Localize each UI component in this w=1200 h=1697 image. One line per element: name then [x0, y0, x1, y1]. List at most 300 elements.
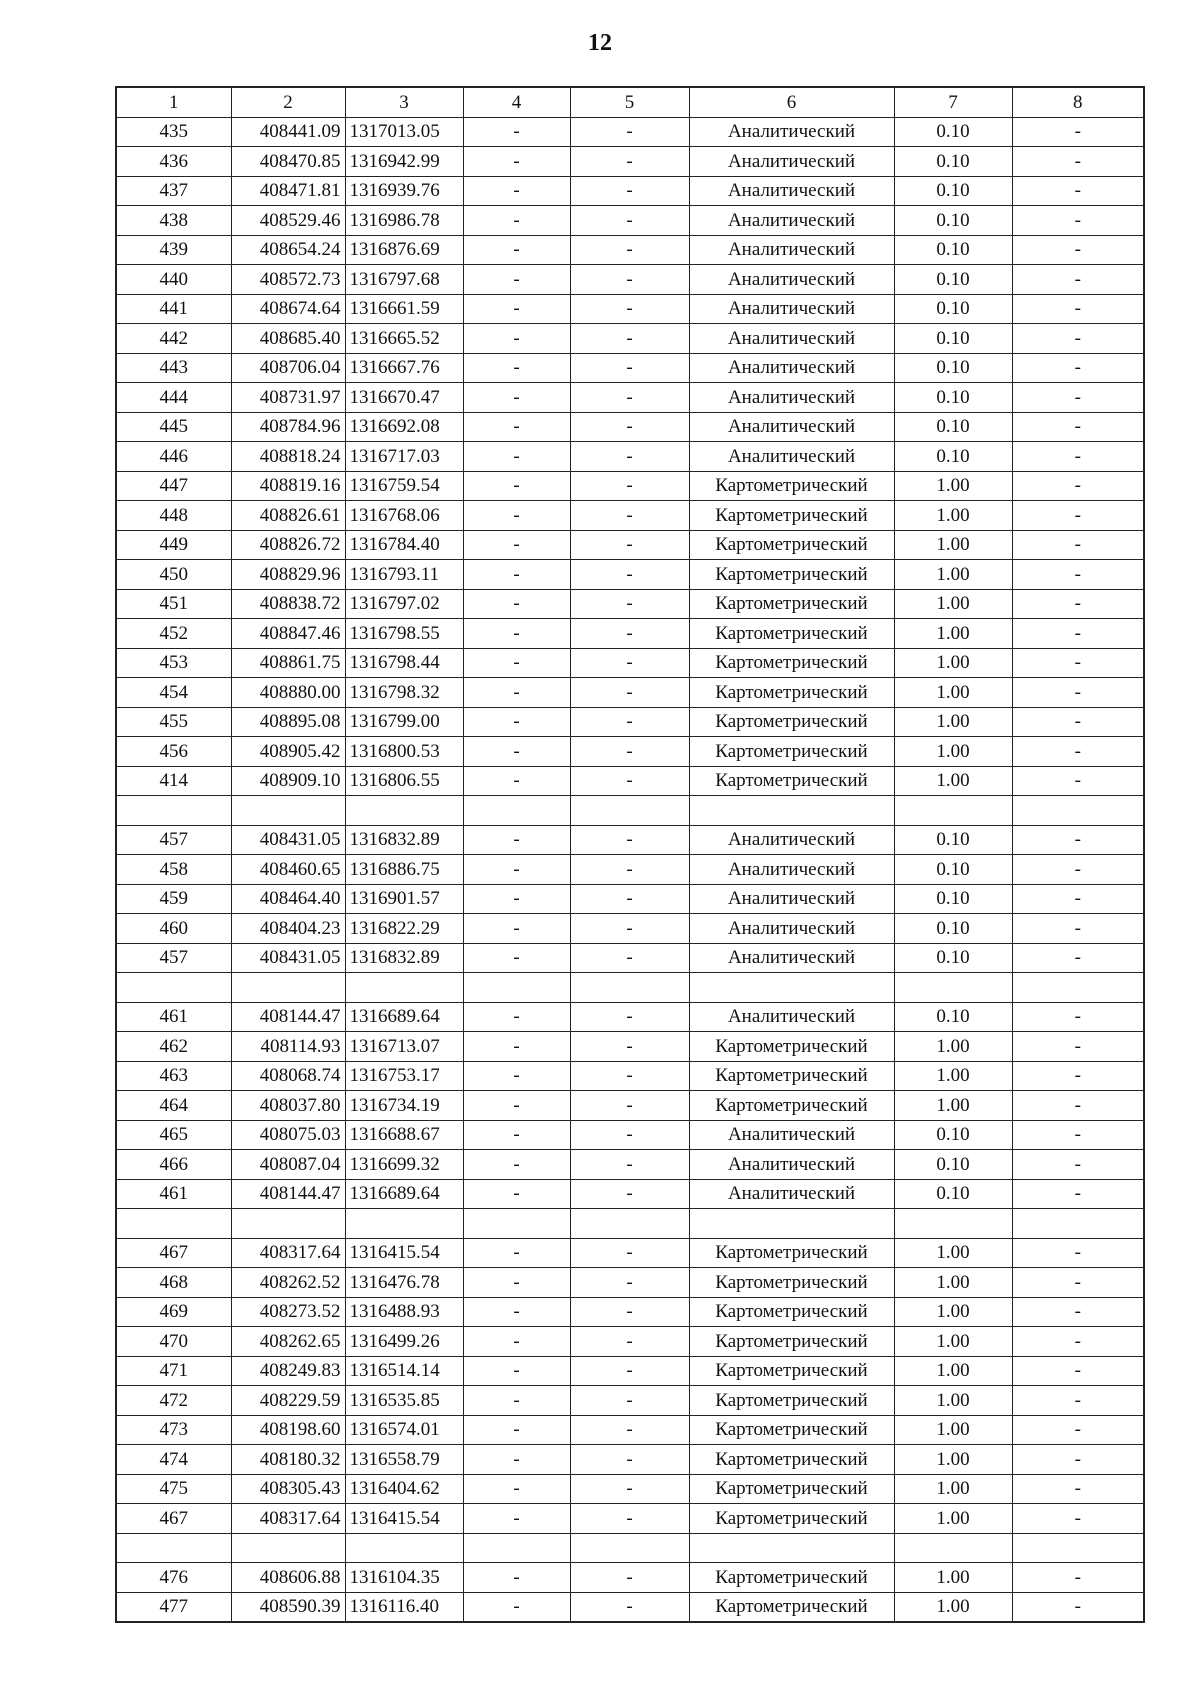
accuracy-cell: 1.00 — [894, 1445, 1012, 1475]
x-coordinate-cell: 408590.39 — [231, 1592, 345, 1622]
x-coordinate-cell: 408654.24 — [231, 235, 345, 265]
col-4-value-cell: - — [463, 678, 570, 708]
accuracy-cell: 0.10 — [894, 884, 1012, 914]
method-cell: Картометрический — [689, 1268, 894, 1298]
y-coordinate-cell: 1316514.14 — [345, 1356, 463, 1386]
table-row — [116, 412, 1144, 442]
col-5-value-cell: - — [570, 530, 689, 560]
col-5-value-cell: - — [570, 471, 689, 501]
accuracy-cell: 0.10 — [894, 147, 1012, 177]
col-5-value-cell: - — [570, 117, 689, 147]
col-5-value-cell: - — [570, 1297, 689, 1327]
accuracy-cell: 0.10 — [894, 235, 1012, 265]
y-coordinate-cell: 1316832.89 — [345, 825, 463, 855]
col-5-value-cell: - — [570, 1445, 689, 1475]
col-5-value-cell: - — [570, 855, 689, 885]
method-cell: Аналитический — [689, 324, 894, 354]
point-number-cell: 469 — [116, 1297, 231, 1327]
table-row — [116, 678, 1144, 708]
method-cell: Аналитический — [689, 1002, 894, 1032]
col-8-value-cell: - — [1012, 1002, 1144, 1032]
y-coordinate-cell: 1316713.07 — [345, 1032, 463, 1062]
x-coordinate-cell: 408819.16 — [231, 471, 345, 501]
y-coordinate-cell: 1316665.52 — [345, 324, 463, 354]
col-4-value-cell — [463, 1533, 570, 1563]
col-5-value-cell: - — [570, 294, 689, 324]
col-4-value-cell — [463, 1209, 570, 1239]
point-number-cell: 453 — [116, 648, 231, 678]
x-coordinate-cell: 408706.04 — [231, 353, 345, 383]
col-5-value-cell: - — [570, 1415, 689, 1445]
column-header-2: 2 — [231, 87, 345, 117]
col-5-value-cell: - — [570, 1563, 689, 1593]
y-coordinate-cell: 1316717.03 — [345, 442, 463, 472]
accuracy-cell: 1.00 — [894, 1563, 1012, 1593]
method-cell — [689, 796, 894, 826]
col-4-value-cell: - — [463, 1356, 570, 1386]
table-row — [116, 265, 1144, 295]
y-coordinate-cell: 1316832.89 — [345, 943, 463, 973]
method-cell: Картометрический — [689, 648, 894, 678]
col-4-value-cell: - — [463, 619, 570, 649]
point-number-cell: 448 — [116, 501, 231, 531]
accuracy-cell: 1.00 — [894, 619, 1012, 649]
y-coordinate-cell: 1316104.35 — [345, 1563, 463, 1593]
accuracy-cell: 0.10 — [894, 324, 1012, 354]
col-8-value-cell — [1012, 1533, 1144, 1563]
col-4-value-cell: - — [463, 412, 570, 442]
point-number-cell: 446 — [116, 442, 231, 472]
method-cell: Аналитический — [689, 442, 894, 472]
y-coordinate-cell: 1316689.64 — [345, 1002, 463, 1032]
accuracy-cell: 0.10 — [894, 1179, 1012, 1209]
y-coordinate-cell: 1316476.78 — [345, 1268, 463, 1298]
y-coordinate-cell — [345, 1533, 463, 1563]
method-cell: Картометрический — [689, 589, 894, 619]
accuracy-cell — [894, 796, 1012, 826]
table-row — [116, 501, 1144, 531]
point-number-cell: 457 — [116, 943, 231, 973]
table-row — [116, 943, 1144, 973]
x-coordinate-cell: 408838.72 — [231, 589, 345, 619]
col-4-value-cell: - — [463, 825, 570, 855]
y-coordinate-cell: 1316404.62 — [345, 1474, 463, 1504]
col-5-value-cell: - — [570, 1268, 689, 1298]
col-4-value-cell: - — [463, 766, 570, 796]
accuracy-cell: 0.10 — [894, 1002, 1012, 1032]
y-coordinate-cell: 1316797.02 — [345, 589, 463, 619]
point-number-cell — [116, 796, 231, 826]
accuracy-cell: 0.10 — [894, 943, 1012, 973]
method-cell: Картометрический — [689, 1592, 894, 1622]
x-coordinate-cell: 408229.59 — [231, 1386, 345, 1416]
table-row — [116, 442, 1144, 472]
col-5-value-cell: - — [570, 147, 689, 177]
x-coordinate-cell: 408273.52 — [231, 1297, 345, 1327]
accuracy-cell: 0.10 — [894, 1150, 1012, 1180]
col-8-value-cell: - — [1012, 1268, 1144, 1298]
point-number-cell: 471 — [116, 1356, 231, 1386]
col-8-value-cell: - — [1012, 1091, 1144, 1121]
y-coordinate-cell: 1316535.85 — [345, 1386, 463, 1416]
table-row — [116, 1179, 1144, 1209]
x-coordinate-cell: 408305.43 — [231, 1474, 345, 1504]
method-cell: Картометрический — [689, 737, 894, 767]
table-row — [116, 294, 1144, 324]
accuracy-cell: 1.00 — [894, 501, 1012, 531]
method-cell: Картометрический — [689, 471, 894, 501]
accuracy-cell: 1.00 — [894, 1032, 1012, 1062]
column-header-6: 6 — [689, 87, 894, 117]
method-cell: Аналитический — [689, 943, 894, 973]
method-cell: Картометрический — [689, 766, 894, 796]
x-coordinate-cell: 408826.61 — [231, 501, 345, 531]
y-coordinate-cell: 1316734.19 — [345, 1091, 463, 1121]
point-number-cell: 437 — [116, 176, 231, 206]
col-8-value-cell: - — [1012, 1445, 1144, 1475]
point-number-cell — [116, 1533, 231, 1563]
column-header-4: 4 — [463, 87, 570, 117]
method-cell: Картометрический — [689, 1445, 894, 1475]
method-cell: Аналитический — [689, 147, 894, 177]
y-coordinate-cell: 1316798.44 — [345, 648, 463, 678]
accuracy-cell: 1.00 — [894, 471, 1012, 501]
method-cell: Аналитический — [689, 1150, 894, 1180]
x-coordinate-cell: 408847.46 — [231, 619, 345, 649]
separator-row — [116, 1533, 1144, 1563]
accuracy-cell: 0.10 — [894, 383, 1012, 413]
col-5-value-cell — [570, 796, 689, 826]
accuracy-cell: 1.00 — [894, 648, 1012, 678]
col-5-value-cell: - — [570, 1120, 689, 1150]
col-4-value-cell: - — [463, 1445, 570, 1475]
y-coordinate-cell: 1316800.53 — [345, 737, 463, 767]
y-coordinate-cell: 1316942.99 — [345, 147, 463, 177]
y-coordinate-cell: 1316670.47 — [345, 383, 463, 413]
point-number-cell: 468 — [116, 1268, 231, 1298]
separator-row — [116, 1209, 1144, 1239]
col-4-value-cell: - — [463, 648, 570, 678]
x-coordinate-cell: 408674.64 — [231, 294, 345, 324]
y-coordinate-cell: 1316793.11 — [345, 560, 463, 590]
coordinates-table — [115, 86, 1145, 1623]
col-8-value-cell: - — [1012, 1563, 1144, 1593]
col-4-value-cell: - — [463, 1150, 570, 1180]
point-number-cell: 451 — [116, 589, 231, 619]
col-4-value-cell: - — [463, 1120, 570, 1150]
header-row — [116, 87, 1144, 117]
accuracy-cell: 0.10 — [894, 265, 1012, 295]
table-body — [116, 117, 1144, 1622]
col-8-value-cell: - — [1012, 884, 1144, 914]
col-5-value-cell: - — [570, 1032, 689, 1062]
point-number-cell — [116, 1209, 231, 1239]
col-5-value-cell: - — [570, 1504, 689, 1534]
x-coordinate-cell: 408861.75 — [231, 648, 345, 678]
table-row — [116, 117, 1144, 147]
col-5-value-cell: - — [570, 560, 689, 590]
col-8-value-cell: - — [1012, 1386, 1144, 1416]
col-8-value-cell — [1012, 973, 1144, 1003]
x-coordinate-cell: 408144.47 — [231, 1179, 345, 1209]
col-5-value-cell: - — [570, 442, 689, 472]
col-4-value-cell: - — [463, 117, 570, 147]
col-4-value-cell: - — [463, 855, 570, 885]
point-number-cell: 443 — [116, 353, 231, 383]
x-coordinate-cell: 408880.00 — [231, 678, 345, 708]
col-8-value-cell: - — [1012, 825, 1144, 855]
method-cell: Картометрический — [689, 560, 894, 590]
table-row — [116, 1474, 1144, 1504]
col-8-value-cell: - — [1012, 707, 1144, 737]
col-8-value-cell: - — [1012, 943, 1144, 973]
col-8-value-cell: - — [1012, 176, 1144, 206]
point-number-cell: 450 — [116, 560, 231, 590]
point-number-cell: 454 — [116, 678, 231, 708]
table-row — [116, 147, 1144, 177]
accuracy-cell: 1.00 — [894, 560, 1012, 590]
col-8-value-cell: - — [1012, 1238, 1144, 1268]
point-number-cell: 444 — [116, 383, 231, 413]
accuracy-cell: 1.00 — [894, 707, 1012, 737]
table-row — [116, 1268, 1144, 1298]
col-8-value-cell: - — [1012, 353, 1144, 383]
col-4-value-cell: - — [463, 1297, 570, 1327]
method-cell: Аналитический — [689, 294, 894, 324]
table-row — [116, 914, 1144, 944]
accuracy-cell: 0.10 — [894, 176, 1012, 206]
col-8-value-cell: - — [1012, 914, 1144, 944]
col-8-value-cell: - — [1012, 855, 1144, 885]
method-cell: Аналитический — [689, 855, 894, 885]
accuracy-cell: 1.00 — [894, 678, 1012, 708]
x-coordinate-cell: 408529.46 — [231, 206, 345, 236]
x-coordinate-cell: 408731.97 — [231, 383, 345, 413]
col-4-value-cell: - — [463, 1386, 570, 1416]
x-coordinate-cell: 408909.10 — [231, 766, 345, 796]
separator-row — [116, 796, 1144, 826]
col-4-value-cell: - — [463, 501, 570, 531]
table-row — [116, 1327, 1144, 1357]
x-coordinate-cell: 408249.83 — [231, 1356, 345, 1386]
col-8-value-cell: - — [1012, 1032, 1144, 1062]
col-5-value-cell: - — [570, 265, 689, 295]
col-4-value-cell: - — [463, 1179, 570, 1209]
method-cell: Картометрический — [689, 1386, 894, 1416]
accuracy-cell: 0.10 — [894, 294, 1012, 324]
x-coordinate-cell: 408068.74 — [231, 1061, 345, 1091]
y-coordinate-cell: 1316689.64 — [345, 1179, 463, 1209]
page-number: 12 — [588, 30, 612, 56]
point-number-cell: 473 — [116, 1415, 231, 1445]
col-5-value-cell — [570, 973, 689, 1003]
method-cell — [689, 1533, 894, 1563]
point-number-cell: 458 — [116, 855, 231, 885]
column-header-3: 3 — [345, 87, 463, 117]
col-4-value-cell: - — [463, 206, 570, 236]
table-row — [116, 560, 1144, 590]
col-5-value-cell: - — [570, 412, 689, 442]
accuracy-cell: 1.00 — [894, 1091, 1012, 1121]
col-5-value-cell: - — [570, 235, 689, 265]
col-5-value-cell: - — [570, 1061, 689, 1091]
table-row — [116, 1386, 1144, 1416]
point-number-cell: 440 — [116, 265, 231, 295]
table-row — [116, 324, 1144, 354]
method-cell: Аналитический — [689, 884, 894, 914]
column-header-8: 8 — [1012, 87, 1144, 117]
col-8-value-cell: - — [1012, 619, 1144, 649]
y-coordinate-cell: 1316759.54 — [345, 471, 463, 501]
table-row — [116, 1032, 1144, 1062]
point-number-cell: 462 — [116, 1032, 231, 1062]
y-coordinate-cell: 1316415.54 — [345, 1238, 463, 1268]
col-5-value-cell: - — [570, 619, 689, 649]
x-coordinate-cell — [231, 796, 345, 826]
col-4-value-cell: - — [463, 914, 570, 944]
col-4-value-cell: - — [463, 884, 570, 914]
x-coordinate-cell: 408114.93 — [231, 1032, 345, 1062]
col-8-value-cell: - — [1012, 1415, 1144, 1445]
col-4-value-cell: - — [463, 294, 570, 324]
col-5-value-cell: - — [570, 383, 689, 413]
col-8-value-cell: - — [1012, 1504, 1144, 1534]
y-coordinate-cell — [345, 796, 463, 826]
table-row — [116, 1504, 1144, 1534]
y-coordinate-cell: 1316798.55 — [345, 619, 463, 649]
table-row — [116, 589, 1144, 619]
col-4-value-cell: - — [463, 147, 570, 177]
col-8-value-cell: - — [1012, 206, 1144, 236]
col-8-value-cell: - — [1012, 471, 1144, 501]
col-4-value-cell — [463, 796, 570, 826]
col-5-value-cell: - — [570, 1386, 689, 1416]
method-cell: Аналитический — [689, 1120, 894, 1150]
point-number-cell: 460 — [116, 914, 231, 944]
col-4-value-cell: - — [463, 943, 570, 973]
accuracy-cell: 0.10 — [894, 914, 1012, 944]
col-8-value-cell: - — [1012, 530, 1144, 560]
point-number-cell: 463 — [116, 1061, 231, 1091]
method-cell: Картометрический — [689, 1032, 894, 1062]
method-cell: Аналитический — [689, 383, 894, 413]
accuracy-cell: 1.00 — [894, 1061, 1012, 1091]
point-number-cell: 456 — [116, 737, 231, 767]
x-coordinate-cell: 408470.85 — [231, 147, 345, 177]
col-4-value-cell: - — [463, 1238, 570, 1268]
x-coordinate-cell: 408037.80 — [231, 1091, 345, 1121]
accuracy-cell: 1.00 — [894, 1504, 1012, 1534]
accuracy-cell: 0.10 — [894, 353, 1012, 383]
x-coordinate-cell: 408464.40 — [231, 884, 345, 914]
point-number-cell: 435 — [116, 117, 231, 147]
col-8-value-cell: - — [1012, 1297, 1144, 1327]
method-cell: Картометрический — [689, 1504, 894, 1534]
point-number-cell: 414 — [116, 766, 231, 796]
col-8-value-cell: - — [1012, 117, 1144, 147]
x-coordinate-cell — [231, 1533, 345, 1563]
col-8-value-cell: - — [1012, 1356, 1144, 1386]
col-5-value-cell: - — [570, 1327, 689, 1357]
col-8-value-cell: - — [1012, 1327, 1144, 1357]
col-8-value-cell: - — [1012, 1474, 1144, 1504]
col-5-value-cell: - — [570, 589, 689, 619]
point-number-cell: 445 — [116, 412, 231, 442]
table-row — [116, 1563, 1144, 1593]
col-4-value-cell: - — [463, 176, 570, 206]
x-coordinate-cell: 408895.08 — [231, 707, 345, 737]
accuracy-cell — [894, 1209, 1012, 1239]
method-cell: Картометрический — [689, 1474, 894, 1504]
accuracy-cell — [894, 1533, 1012, 1563]
table-row — [116, 353, 1144, 383]
col-4-value-cell: - — [463, 560, 570, 590]
x-coordinate-cell: 408829.96 — [231, 560, 345, 590]
col-5-value-cell: - — [570, 1356, 689, 1386]
col-5-value-cell: - — [570, 501, 689, 531]
col-8-value-cell: - — [1012, 1179, 1144, 1209]
y-coordinate-cell: 1316692.08 — [345, 412, 463, 442]
col-8-value-cell: - — [1012, 766, 1144, 796]
table-row — [116, 206, 1144, 236]
point-number-cell: 476 — [116, 1563, 231, 1593]
accuracy-cell: 0.10 — [894, 855, 1012, 885]
col-5-value-cell: - — [570, 648, 689, 678]
x-coordinate-cell: 408180.32 — [231, 1445, 345, 1475]
point-number-cell: 472 — [116, 1386, 231, 1416]
col-4-value-cell: - — [463, 589, 570, 619]
col-8-value-cell: - — [1012, 412, 1144, 442]
col-5-value-cell: - — [570, 176, 689, 206]
col-8-value-cell: - — [1012, 1592, 1144, 1622]
column-header-5: 5 — [570, 87, 689, 117]
table-header — [116, 87, 1144, 117]
y-coordinate-cell: 1316784.40 — [345, 530, 463, 560]
method-cell: Аналитический — [689, 412, 894, 442]
table-row — [116, 884, 1144, 914]
method-cell: Аналитический — [689, 176, 894, 206]
col-4-value-cell: - — [463, 471, 570, 501]
table-row — [116, 1297, 1144, 1327]
col-5-value-cell: - — [570, 707, 689, 737]
col-8-value-cell: - — [1012, 678, 1144, 708]
col-8-value-cell: - — [1012, 648, 1144, 678]
col-4-value-cell: - — [463, 1327, 570, 1357]
accuracy-cell: 1.00 — [894, 1592, 1012, 1622]
table-row — [116, 1002, 1144, 1032]
x-coordinate-cell: 408471.81 — [231, 176, 345, 206]
x-coordinate-cell: 408087.04 — [231, 1150, 345, 1180]
y-coordinate-cell: 1316876.69 — [345, 235, 463, 265]
accuracy-cell: 1.00 — [894, 1474, 1012, 1504]
y-coordinate-cell: 1317013.05 — [345, 117, 463, 147]
point-number-cell: 465 — [116, 1120, 231, 1150]
x-coordinate-cell: 408685.40 — [231, 324, 345, 354]
method-cell: Аналитический — [689, 235, 894, 265]
table-row — [116, 855, 1144, 885]
point-number-cell: 447 — [116, 471, 231, 501]
method-cell: Аналитический — [689, 353, 894, 383]
point-number-cell: 459 — [116, 884, 231, 914]
table-row — [116, 1356, 1144, 1386]
table-row — [116, 235, 1144, 265]
col-5-value-cell: - — [570, 943, 689, 973]
point-number-cell: 461 — [116, 1002, 231, 1032]
col-4-value-cell: - — [463, 707, 570, 737]
method-cell: Аналитический — [689, 825, 894, 855]
y-coordinate-cell: 1316699.32 — [345, 1150, 463, 1180]
y-coordinate-cell: 1316799.00 — [345, 707, 463, 737]
